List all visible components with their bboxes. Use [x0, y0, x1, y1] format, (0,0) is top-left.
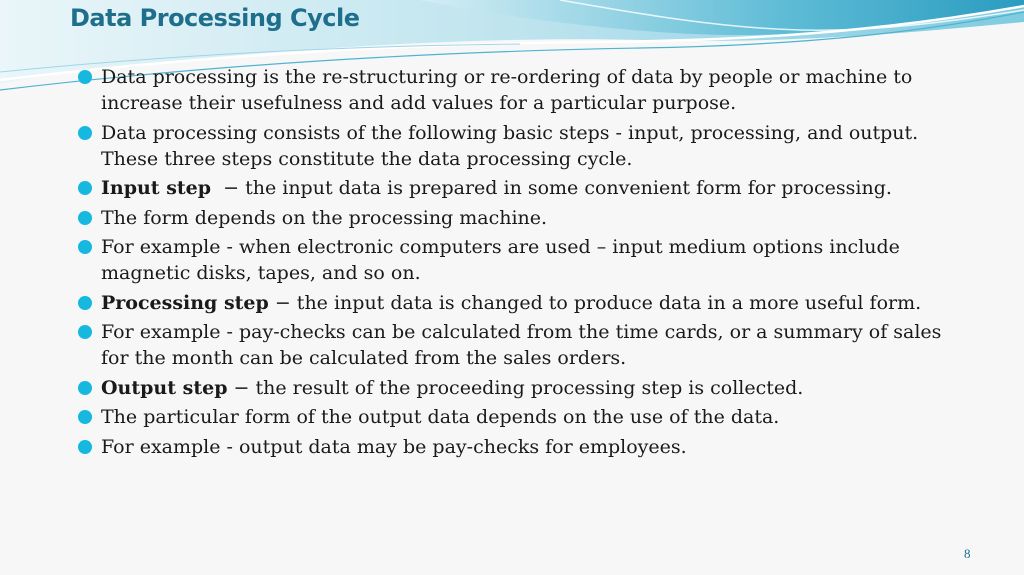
bullet-dot-icon: [78, 325, 92, 339]
bullet-text: − the input data is prepared in some convenient form for processing.: [211, 177, 892, 199]
bullet-text: Data processing consists of the following basic steps - input, processing, and output. These three steps constitute the data processing cycle.: [101, 121, 919, 170]
bullet-text: For example - pay-checks can be calculated from the time cards, or a summary of sales for the month can be calculated from the sales orders.: [101, 321, 942, 369]
bullet-item: [78, 434, 958, 460]
page-number: 8: [964, 546, 971, 561]
bullet-item: [78, 64, 958, 116]
bullet-dot-icon: [78, 440, 92, 454]
bullet-item: [78, 290, 958, 316]
bullet-dot-icon: [78, 381, 92, 395]
bullet-bold-term: Processing step: [101, 291, 269, 314]
bullet-dot-icon: [78, 126, 92, 140]
bullet-dot-icon: [78, 70, 92, 84]
bullet-bold-term: Output step: [101, 376, 228, 399]
bullet-text: For example - when electronic computers are used – input medium options include magnetic disks, tapes, and so on.: [101, 236, 900, 284]
bullet-item: [78, 404, 958, 430]
bullet-list: [78, 64, 958, 463]
bullet-dot-icon: [78, 296, 92, 310]
bullet-item: [78, 234, 958, 286]
bullet-dot-icon: [78, 410, 92, 424]
bullet-text: − the result of the proceeding processing step is collected.: [227, 376, 804, 399]
bullet-bold-term: Input step: [101, 177, 212, 199]
bullet-item: [78, 175, 958, 201]
bullet-text: − the input data is changed to produce data in a more useful form.: [268, 291, 922, 314]
bullet-text: Data processing is the re-structuring or re-ordering of data by people or machine to increase their usefulness and add values for a particular purpose.: [101, 66, 913, 114]
bullet-text: The form depends on the processing machine.: [101, 206, 548, 229]
bullet-item: [78, 375, 958, 401]
bullet-dot-icon: [78, 240, 92, 254]
bullet-dot-icon: [78, 211, 92, 225]
bullet-text: The particular form of the output data depends on the use of the data.: [101, 406, 780, 428]
bullet-item: [78, 120, 958, 172]
bullet-dot-icon: [78, 181, 92, 195]
bullet-text: For example - output data may be pay-checks for employees.: [101, 435, 687, 458]
slide-title: Data Processing Cycle: [70, 4, 360, 32]
bullet-item: [78, 319, 958, 371]
bullet-item: [78, 205, 958, 231]
